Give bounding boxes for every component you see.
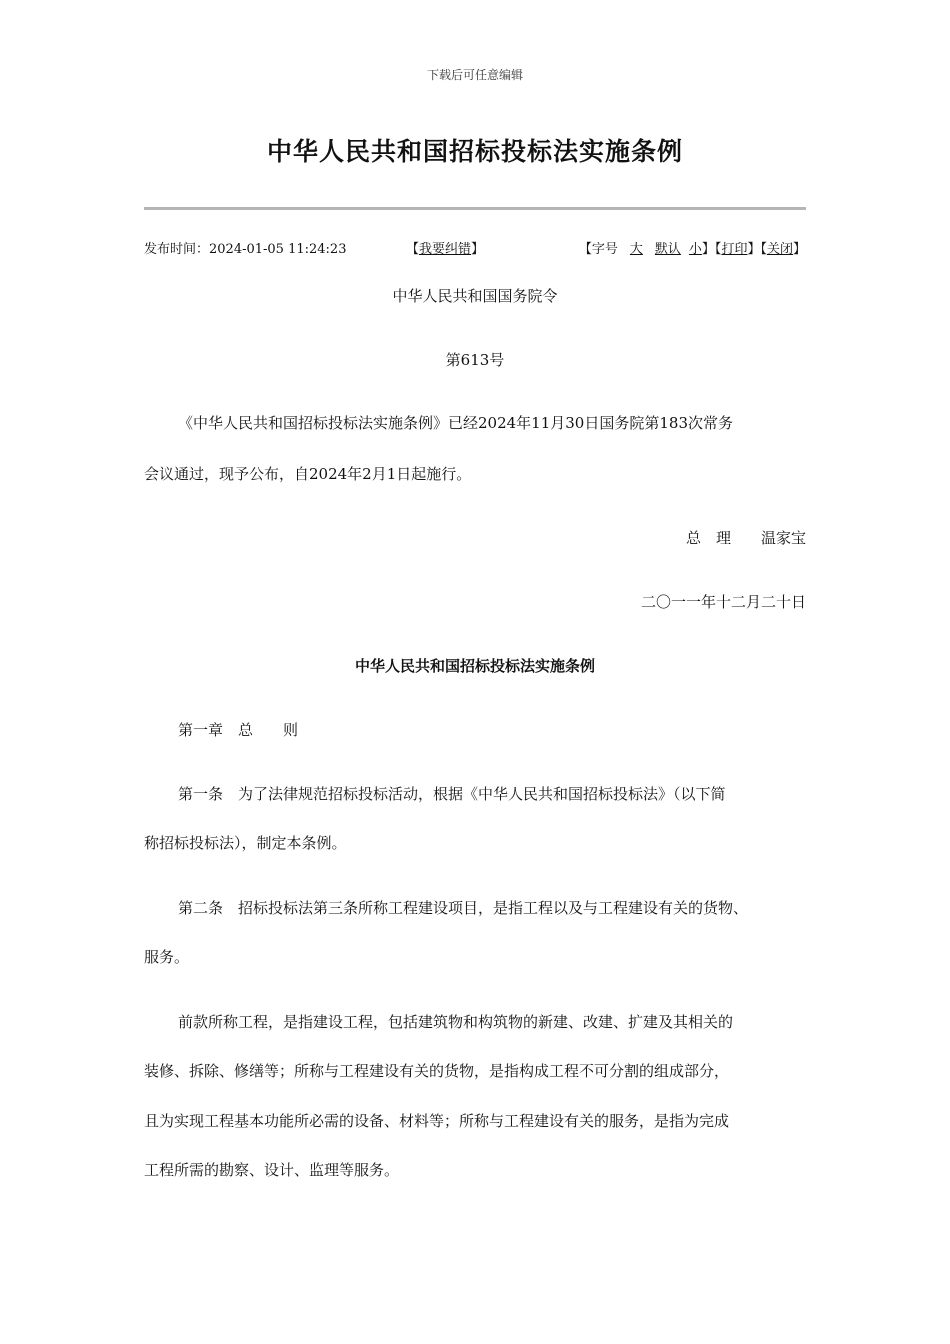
end-bracket: 】 [792, 242, 806, 257]
article-line: 第一条 为了法律规范招标投标活动，根据《中华人民共和国招标投标法》（以下简 [178, 785, 726, 803]
paragraph-line: 且为实现工程基本功能所必需的设备、材料等；所称与工程建设有关的服务，是指为完成 [144, 1112, 730, 1130]
print-link[interactable]: 打印 [721, 242, 748, 257]
article-line: 服务。 [144, 948, 190, 966]
font-large-link[interactable]: 大 [629, 242, 643, 257]
font-small-link[interactable]: 小 [688, 242, 702, 257]
regulation-title: 中华人民共和国招标投标法实施条例 [354, 657, 595, 675]
chapter-heading: 第一章 总 则 [178, 721, 299, 739]
paragraph-line: 装修、拆除、修缮等；所称与工程建设有关的货物，是指构成工程不可分割的组成部分， [144, 1062, 730, 1080]
font-size-label: 【字号 [578, 242, 618, 257]
close-bracket: 】【 [747, 242, 767, 257]
signer: 总 理 温家宝 [685, 529, 806, 547]
header-note: 下载后可任意编辑 [426, 68, 523, 82]
paragraph-line: 工程所需的勘察、设计、监理等服务。 [144, 1161, 400, 1179]
publish-time: 发布时间：2024-01-05 11:24:23 [144, 242, 347, 257]
print-bracket: 】【 [701, 242, 722, 257]
decree-number: 第613号 [445, 351, 505, 369]
bracket-close: 】 [471, 242, 485, 257]
article-line: 称招标投标法），制定本条例。 [144, 834, 347, 852]
title-divider [144, 207, 806, 210]
close-link[interactable]: 关闭 [766, 242, 793, 257]
bracket-open: 【 [406, 242, 420, 257]
decree-issuer: 中华人民共和国国务院令 [392, 287, 558, 305]
page-title: 中华人民共和国招标投标法实施条例 [266, 137, 683, 166]
meta-row [144, 238, 806, 258]
report-error-group [406, 238, 484, 257]
report-error-link[interactable]: 我要纠错 [419, 242, 472, 257]
decree-paragraph-line: 《中华人民共和国招标投标法实施条例》已经2024年11月30日国务院第183次常务 [178, 414, 733, 432]
article-line: 第二条 招标投标法第三条所称工程建设项目，是指工程以及与工程建设有关的货物、 [178, 899, 749, 917]
decree-date: 二〇一一年十二月二十日 [640, 593, 806, 611]
font-size-controls [579, 238, 806, 257]
decree-paragraph-line: 会议通过，现予公布，自2024年2月1日起施行。 [144, 465, 472, 483]
font-default-link[interactable]: 默认 [654, 242, 681, 257]
paragraph-line: 前款所称工程，是指建设工程，包括建筑物和构筑物的新建、改建、扩建及其相关的 [178, 1013, 734, 1031]
